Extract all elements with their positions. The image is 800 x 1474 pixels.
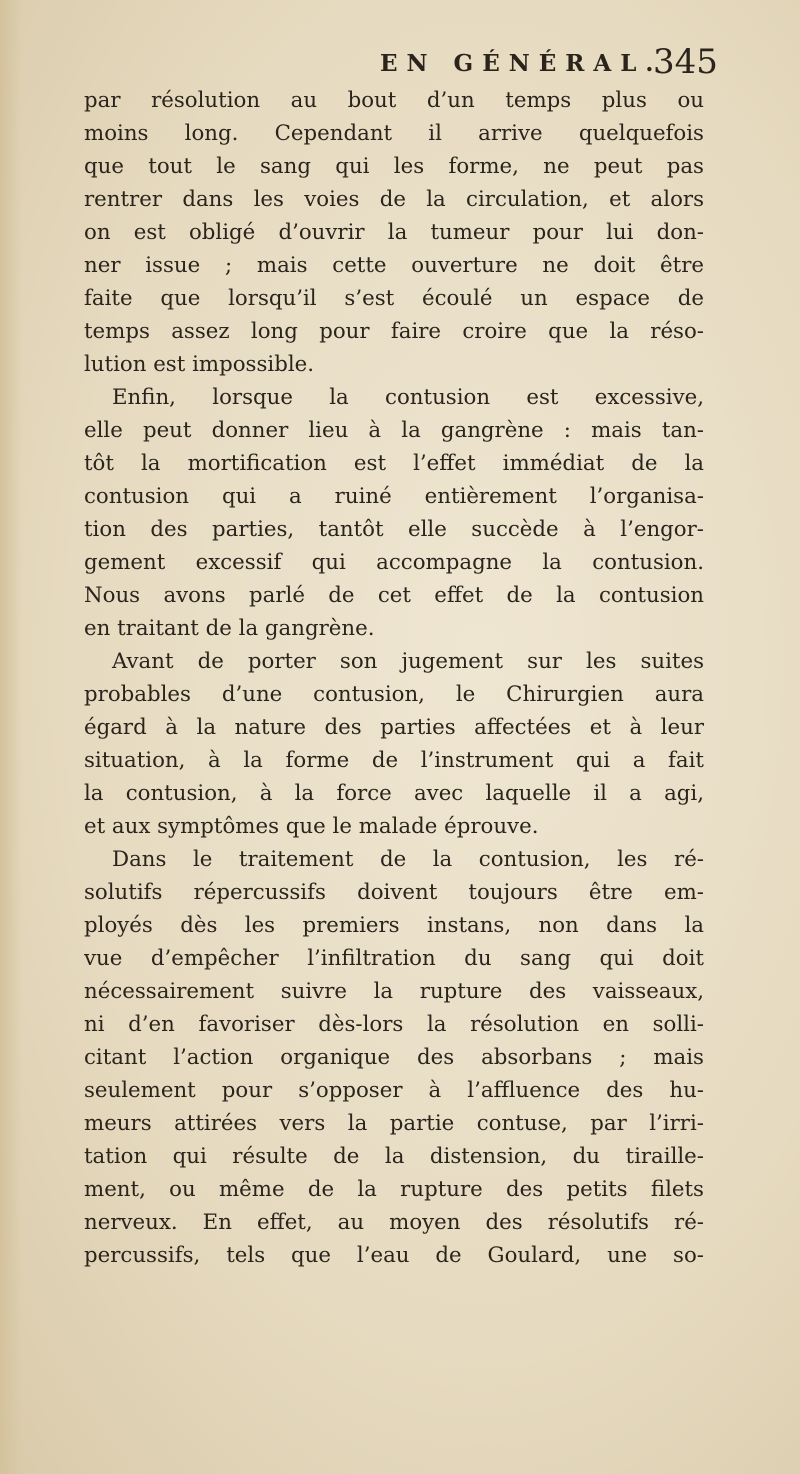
text-line: ment, ou même de la rupture des petits filets xyxy=(84,1177,704,1202)
text-line: tation qui résulte de la distension, du tiraille- xyxy=(84,1144,704,1169)
text-line: faite que lorsqu’il s’est écoulé un espace de xyxy=(84,286,704,311)
text-line: par résolution au bout d’un temps plus ou xyxy=(84,88,704,113)
text-line: tôt la mortification est l’effet immédiat de la xyxy=(84,451,704,476)
text-line: situation, à la forme de l’instrument qui a fait xyxy=(84,748,704,773)
text-line: nécessairement suivre la rupture des vaisseaux, xyxy=(84,979,704,1004)
text-line: vue d’empêcher l’infiltration du sang qui doit xyxy=(84,946,704,971)
text-line: citant l’action organique des absorbans ; mais xyxy=(84,1045,704,1070)
page-number: 345 xyxy=(653,42,718,82)
text-line: elle peut donner lieu à la gangrène : mais tan- xyxy=(84,418,704,443)
text-line: en traitant de la gangrène. xyxy=(84,616,375,641)
text-line: gement excessif qui accompagne la contusion. xyxy=(84,550,704,575)
text-line: Nous avons parlé de cet effet de la contusion xyxy=(84,583,704,608)
text-line: percussifs, tels que l’eau de Goulard, une so- xyxy=(84,1243,704,1268)
text-line: et aux symptômes que le malade éprouve. xyxy=(84,814,539,839)
text-line: égard à la nature des parties affectées et à leur xyxy=(84,715,704,740)
text-line: on est obligé d’ouvrir la tumeur pour lui don- xyxy=(84,220,704,245)
text-line: meurs attirées vers la partie contuse, par l’irri- xyxy=(84,1111,704,1136)
text-line: Enfin, lorsque la contusion est excessive, xyxy=(112,385,704,410)
text-line: contusion qui a ruiné entièrement l’organisa- xyxy=(84,484,704,509)
text-line: nerveux. En effet, au moyen des résolutifs ré- xyxy=(84,1210,704,1235)
text-line: seulement pour s’opposer à l’affluence des hu- xyxy=(84,1078,704,1103)
body-text xyxy=(84,84,704,1272)
text-line: ployés dès les premiers instans, non dans la xyxy=(84,913,704,938)
text-line: lution est impossible. xyxy=(84,352,315,377)
text-line: probables d’une contusion, le Chirurgien aura xyxy=(84,682,704,707)
text-line: rentrer dans les voies de la circulation, et alors xyxy=(84,187,704,212)
text-line: ni d’en favoriser dès-lors la résolution en solli- xyxy=(84,1012,704,1037)
text-line: que tout le sang qui les forme, ne peut pas xyxy=(84,154,704,179)
text-line: Avant de porter son jugement sur les suites xyxy=(112,649,704,674)
text-line: Dans le traitement de la contusion, les ré- xyxy=(112,847,704,872)
running-head-title: EN GÉNÉRAL. xyxy=(380,50,663,77)
text-line: solutifs répercussifs doivent toujours être em- xyxy=(84,880,704,905)
text-line: temps assez long pour faire croire que la réso- xyxy=(84,319,704,344)
text-line: la contusion, à la force avec laquelle il a agi, xyxy=(84,781,704,806)
text-line: ner issue ; mais cette ouverture ne doit être xyxy=(84,253,704,278)
text-line: moins long. Cependant il arrive quelquefois xyxy=(84,121,704,146)
text-line: tion des parties, tantôt elle succède à l’engor- xyxy=(84,517,704,542)
